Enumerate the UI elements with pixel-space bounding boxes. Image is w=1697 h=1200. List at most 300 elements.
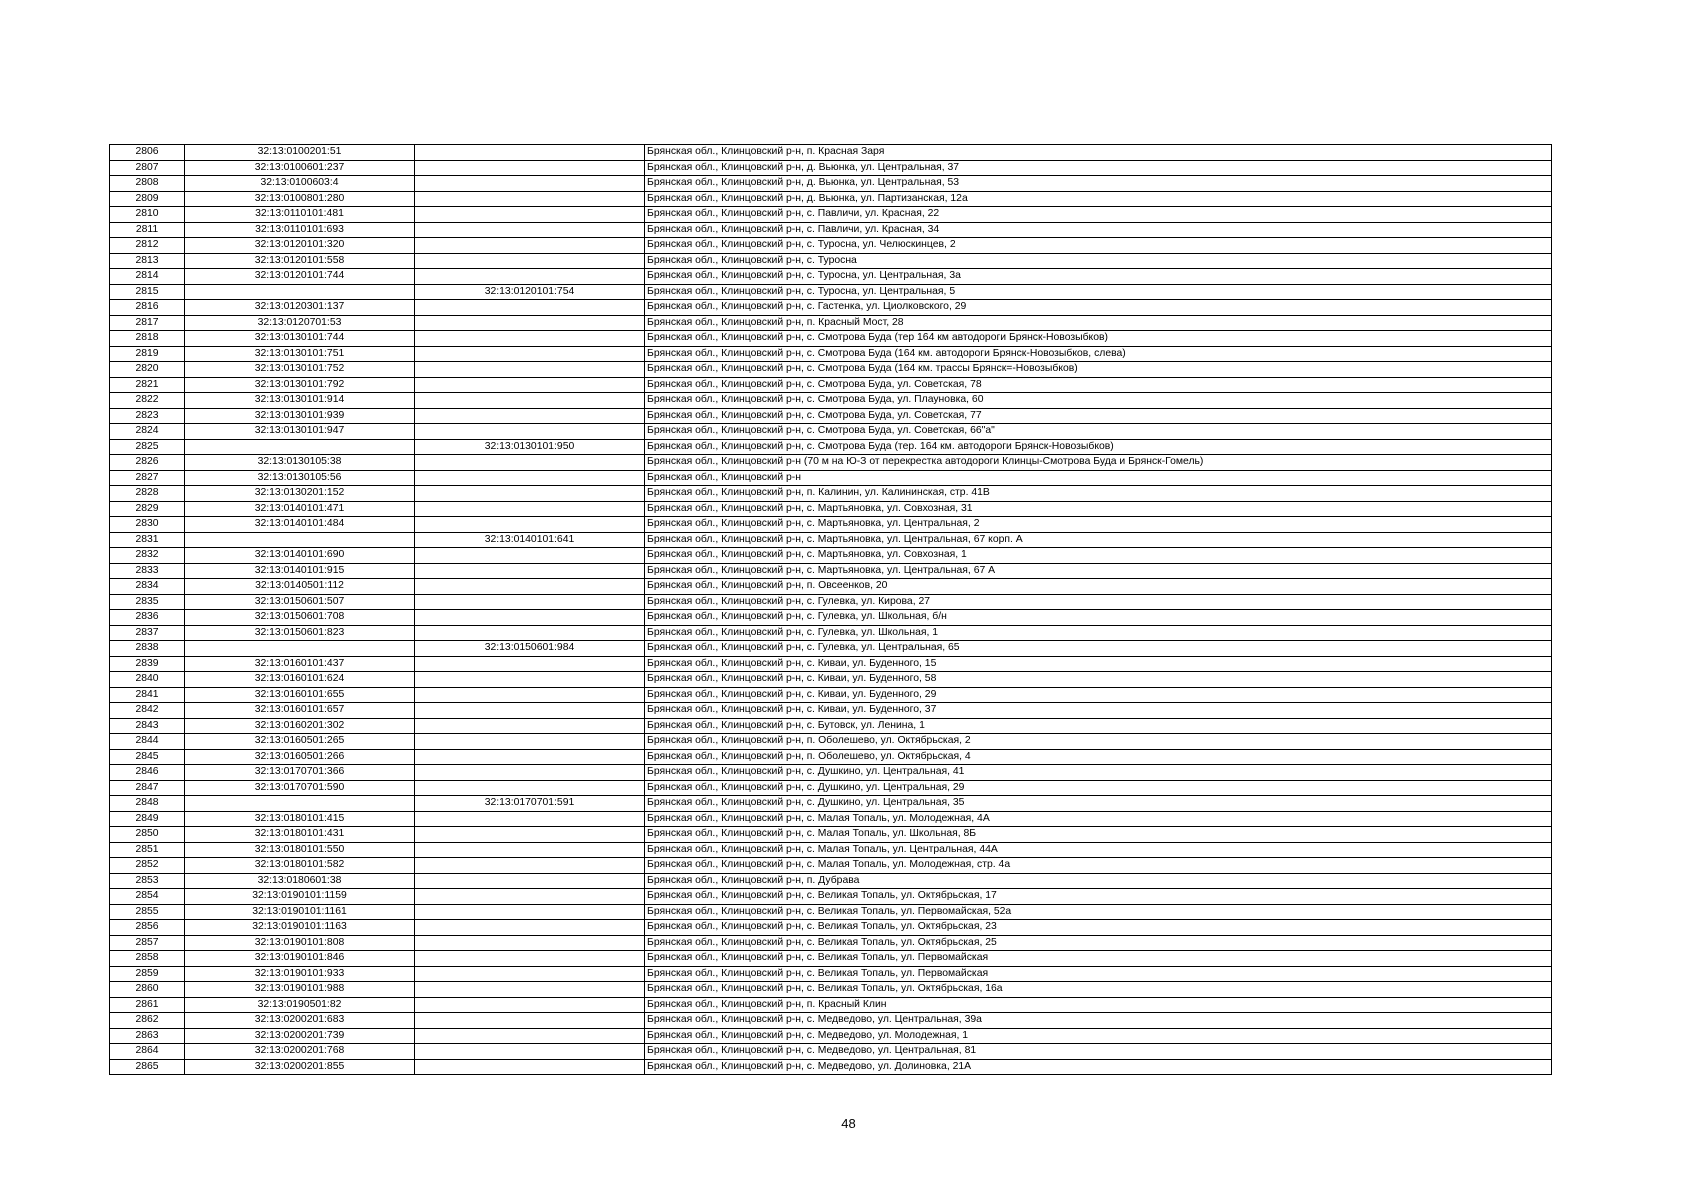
table-row [110,656,1552,672]
cadastral-number-secondary [415,315,645,331]
cadastral-number: 32:13:0200201:683 [185,1013,415,1029]
cadastral-number: 32:13:0130101:947 [185,424,415,440]
table-row [110,796,1552,812]
table-row [110,300,1552,316]
address: Брянская обл., Клинцовский р-н, с. Гулевка, ул. Центральная, 65 [645,641,1552,657]
cadastral-number: 32:13:0130101:914 [185,393,415,409]
address: Брянская обл., Клинцовский р-н, с. Смотрова Буда (164 км. трассы Брянск=-Новозыбков) [645,362,1552,378]
cadastral-number: 32:13:0110101:481 [185,207,415,223]
row-number: 2819 [110,346,185,362]
address: Брянская обл., Клинцовский р-н, с. Туросна, ул. Центральная, 5 [645,284,1552,300]
cadastral-number-secondary [415,300,645,316]
table-row [110,734,1552,750]
cadastral-number-secondary [415,811,645,827]
cadastral-number [185,284,415,300]
row-number: 2842 [110,703,185,719]
address: Брянская обл., Клинцовский р-н, п. Оболешево, ул. Октябрьская, 2 [645,734,1552,750]
row-number: 2840 [110,672,185,688]
row-number: 2864 [110,1044,185,1060]
row-number: 2861 [110,997,185,1013]
cadastral-number-secondary [415,997,645,1013]
row-number: 2824 [110,424,185,440]
cadastral-number-secondary [415,362,645,378]
row-number: 2831 [110,532,185,548]
table-row [110,1028,1552,1044]
address: Брянская обл., Клинцовский р-н, с. Великая Топаль, ул. Первомайская [645,951,1552,967]
cadastral-number-secondary [415,253,645,269]
table-row [110,951,1552,967]
cadastral-number-secondary [415,455,645,471]
row-number: 2825 [110,439,185,455]
table-row [110,424,1552,440]
address: Брянская обл., Клинцовский р-н, с. Медведово, ул. Молодежная, 1 [645,1028,1552,1044]
table-row [110,439,1552,455]
row-number: 2834 [110,579,185,595]
cadastral-number-secondary [415,269,645,285]
cadastral-number-secondary [415,842,645,858]
address: Брянская обл., Клинцовский р-н, с. Медведово, ул. Долиновка, 21А [645,1059,1552,1075]
row-number: 2859 [110,966,185,982]
row-number: 2820 [110,362,185,378]
cadastral-number: 32:13:0120701:53 [185,315,415,331]
cadastral-number-secondary [415,703,645,719]
cadastral-number: 32:13:0160101:657 [185,703,415,719]
cadastral-number: 32:13:0160501:266 [185,749,415,765]
property-registry-table [109,144,1552,1075]
row-number: 2830 [110,517,185,533]
cadastral-number-secondary [415,238,645,254]
table-row [110,346,1552,362]
table-row [110,811,1552,827]
row-number: 2836 [110,610,185,626]
table-row [110,548,1552,564]
row-number: 2814 [110,269,185,285]
cadastral-number-secondary [415,331,645,347]
table-row [110,982,1552,998]
cadastral-number-secondary [415,517,645,533]
cadastral-number: 32:13:0190101:1161 [185,904,415,920]
table-row [110,889,1552,905]
address: Брянская обл., Клинцовский р-н, с. Великая Топаль, ул. Первомайская [645,966,1552,982]
cadastral-number: 32:13:0190501:82 [185,997,415,1013]
cadastral-number: 32:13:0120301:137 [185,300,415,316]
cadastral-number: 32:13:0180101:550 [185,842,415,858]
table-row [110,331,1552,347]
row-number: 2810 [110,207,185,223]
address: Брянская обл., Клинцовский р-н, с. Киваи, ул. Буденного, 58 [645,672,1552,688]
cadastral-number [185,796,415,812]
address: Брянская обл., Клинцовский р-н, с. Смотрова Буда (тер 164 км автодороги Брянск-Новозыбков) [645,331,1552,347]
cadastral-number-secondary [415,966,645,982]
cadastral-number-secondary [415,222,645,238]
page-number: 48 [841,1116,856,1131]
address: Брянская обл., Клинцовский р-н, с. Туросна, ул. Центральная, 3а [645,269,1552,285]
address: Брянская обл., Клинцовский р-н, п. Дубрава [645,873,1552,889]
cadastral-number: 32:13:0180601:38 [185,873,415,889]
table-row [110,997,1552,1013]
table-row [110,253,1552,269]
row-number: 2854 [110,889,185,905]
address: Брянская обл., Клинцовский р-н, с. Смотрова Буда, ул. Советская, 78 [645,377,1552,393]
address: Брянская обл., Клинцовский р-н, с. Душкино, ул. Центральная, 35 [645,796,1552,812]
address: Брянская обл., Клинцовский р-н, с. Мартьяновка, ул. Центральная, 67 корп. А [645,532,1552,548]
cadastral-number-secondary [415,408,645,424]
cadastral-number [185,439,415,455]
cadastral-number: 32:13:0150601:708 [185,610,415,626]
table-row [110,269,1552,285]
cadastral-number: 32:13:0180101:582 [185,858,415,874]
row-number: 2833 [110,563,185,579]
table-row [110,563,1552,579]
address: Брянская обл., Клинцовский р-н, с. Павличи, ул. Красная, 34 [645,222,1552,238]
cadastral-number-secondary [415,734,645,750]
row-number: 2839 [110,656,185,672]
table-row [110,408,1552,424]
row-number: 2862 [110,1013,185,1029]
cadastral-number: 32:13:0160101:655 [185,687,415,703]
cadastral-number: 32:13:0120101:320 [185,238,415,254]
address: Брянская обл., Клинцовский р-н, с. Душкино, ул. Центральная, 41 [645,765,1552,781]
cadastral-number-secondary [415,160,645,176]
row-number: 2863 [110,1028,185,1044]
cadastral-number: 32:13:0140101:471 [185,501,415,517]
cadastral-number-secondary [415,1044,645,1060]
cadastral-number: 32:13:0140501:112 [185,579,415,595]
row-number: 2853 [110,873,185,889]
cadastral-number: 32:13:0190101:933 [185,966,415,982]
cadastral-number-secondary [415,393,645,409]
row-number: 2828 [110,486,185,502]
address: Брянская обл., Клинцовский р-н, с. Смотрова Буда, ул. Плауновка, 60 [645,393,1552,409]
cadastral-number: 32:13:0100801:280 [185,191,415,207]
address: Брянская обл., Клинцовский р-н, с. Смотрова Буда (164 км. автодороги Брянск-Новозыбков, слева) [645,346,1552,362]
cadastral-number-secondary [415,873,645,889]
row-number: 2857 [110,935,185,951]
cadastral-number: 32:13:0200201:739 [185,1028,415,1044]
cadastral-number: 32:13:0180101:431 [185,827,415,843]
table-row [110,718,1552,734]
address: Брянская обл., Клинцовский р-н, с. Великая Топаль, ул. Октябрьская, 17 [645,889,1552,905]
address: Брянская обл., Клинцовский р-н, с. Гулевка, ул. Школьная, б/н [645,610,1552,626]
cadastral-number-secondary [415,191,645,207]
cadastral-number-secondary [415,858,645,874]
cadastral-number-secondary [415,827,645,843]
row-number: 2812 [110,238,185,254]
table-row [110,610,1552,626]
cadastral-number-secondary [415,501,645,517]
table-row [110,920,1552,936]
row-number: 2838 [110,641,185,657]
cadastral-number-secondary [415,1028,645,1044]
row-number: 2855 [110,904,185,920]
cadastral-number: 32:13:0130101:792 [185,377,415,393]
table-row [110,873,1552,889]
address: Брянская обл., Клинцовский р-н, с. Гастенка, ул. Циолковского, 29 [645,300,1552,316]
cadastral-number-secondary [415,889,645,905]
address: Брянская обл., Клинцовский р-н, п. Калинин, ул. Калининская, стр. 41В [645,486,1552,502]
address: Брянская обл., Клинцовский р-н, с. Малая Топаль, ул. Молодежная, 4А [645,811,1552,827]
cadastral-number-secondary [415,470,645,486]
cadastral-number: 32:13:0160101:437 [185,656,415,672]
cadastral-number-secondary [415,687,645,703]
table-row [110,672,1552,688]
row-number: 2826 [110,455,185,471]
table-row [110,362,1552,378]
cadastral-number-secondary: 32:13:0140101:641 [415,532,645,548]
address: Брянская обл., Клинцовский р-н, с. Малая Топаль, ул. Школьная, 8Б [645,827,1552,843]
cadastral-number: 32:13:0150601:823 [185,625,415,641]
row-number: 2807 [110,160,185,176]
table-row [110,486,1552,502]
row-number: 2865 [110,1059,185,1075]
address: Брянская обл., Клинцовский р-н, с. Туросна [645,253,1552,269]
row-number: 2811 [110,222,185,238]
address: Брянская обл., Клинцовский р-н, с. Туросна, ул. Челюскинцев, 2 [645,238,1552,254]
row-number: 2860 [110,982,185,998]
table-row [110,315,1552,331]
table-row [110,501,1552,517]
cadastral-number: 32:13:0130101:939 [185,408,415,424]
address: Брянская обл., Клинцовский р-н, с. Киваи, ул. Буденного, 15 [645,656,1552,672]
address: Брянская обл., Клинцовский р-н, с. Гулевка, ул. Школьная, 1 [645,625,1552,641]
cadastral-number-secondary: 32:13:0130101:950 [415,439,645,455]
cadastral-number-secondary [415,610,645,626]
row-number: 2818 [110,331,185,347]
address: Брянская обл., Клинцовский р-н (70 м на Ю-З от перекрестка автодороги Клинцы-Смотрова Буда и Брянск-Гомель) [645,455,1552,471]
cadastral-number-secondary [415,563,645,579]
row-number: 2817 [110,315,185,331]
table-row [110,935,1552,951]
address: Брянская обл., Клинцовский р-н, с. Киваи, ул. Буденного, 29 [645,687,1552,703]
cadastral-number-secondary [415,982,645,998]
table-row [110,687,1552,703]
cadastral-number-secondary [415,176,645,192]
row-number: 2856 [110,920,185,936]
table-row [110,284,1552,300]
row-number: 2841 [110,687,185,703]
address: Брянская обл., Клинцовский р-н [645,470,1552,486]
row-number: 2847 [110,780,185,796]
table-row [110,532,1552,548]
address: Брянская обл., Клинцовский р-н, с. Медведово, ул. Центральная, 81 [645,1044,1552,1060]
cadastral-number: 32:13:0100201:51 [185,145,415,161]
cadastral-number-secondary [415,1013,645,1029]
cadastral-number-secondary [415,486,645,502]
cadastral-number-secondary: 32:13:0120101:754 [415,284,645,300]
table-row [110,749,1552,765]
cadastral-number: 32:13:0140101:915 [185,563,415,579]
row-number: 2816 [110,300,185,316]
address: Брянская обл., Клинцовский р-н, п. Красная Заря [645,145,1552,161]
cadastral-number: 32:13:0190101:1159 [185,889,415,905]
table-row [110,625,1552,641]
cadastral-number: 32:13:0200201:855 [185,1059,415,1075]
cadastral-number-secondary [415,718,645,734]
cadastral-number-secondary [415,346,645,362]
row-number: 2844 [110,734,185,750]
address: Брянская обл., Клинцовский р-н, с. Малая Топаль, ул. Центральная, 44А [645,842,1552,858]
cadastral-number-secondary [415,1059,645,1075]
row-number: 2835 [110,594,185,610]
address: Брянская обл., Клинцовский р-н, с. Мартьяновка, ул. Центральная, 2 [645,517,1552,533]
table-row [110,160,1552,176]
cadastral-number-secondary [415,765,645,781]
table-row [110,904,1552,920]
address: Брянская обл., Клинцовский р-н, п. Красный Клин [645,997,1552,1013]
row-number: 2850 [110,827,185,843]
row-number: 2849 [110,811,185,827]
address: Брянская обл., Клинцовский р-н, с. Медведово, ул. Центральная, 39а [645,1013,1552,1029]
cadastral-number-secondary: 32:13:0170701:591 [415,796,645,812]
cadastral-number-secondary [415,920,645,936]
address: Брянская обл., Клинцовский р-н, с. Малая Топаль, ул. Молодежная, стр. 4а [645,858,1552,874]
table-row [110,222,1552,238]
address: Брянская обл., Клинцовский р-н, д. Вьюнка, ул. Партизанская, 12а [645,191,1552,207]
table-row [110,1059,1552,1075]
row-number: 2823 [110,408,185,424]
cadastral-number: 32:13:0150601:507 [185,594,415,610]
address: Брянская обл., Клинцовский р-н, с. Смотрова Буда, ул. Советская, 77 [645,408,1552,424]
address: Брянская обл., Клинцовский р-н, с. Киваи, ул. Буденного, 37 [645,703,1552,719]
table-row [110,176,1552,192]
cadastral-number: 32:13:0190101:1163 [185,920,415,936]
row-number: 2829 [110,501,185,517]
table-row [110,780,1552,796]
address: Брянская обл., Клинцовский р-н, с. Душкино, ул. Центральная, 29 [645,780,1552,796]
table-row [110,191,1552,207]
address: Брянская обл., Клинцовский р-н, с. Гулевка, ул. Кирова, 27 [645,594,1552,610]
cadastral-number-secondary [415,145,645,161]
address: Брянская обл., Клинцовский р-н, с. Бутовск, ул. Ленина, 1 [645,718,1552,734]
table-row [110,455,1552,471]
address: Брянская обл., Клинцовский р-н, с. Великая Топаль, ул. Первомайская, 52а [645,904,1552,920]
cadastral-number: 32:13:0130105:38 [185,455,415,471]
cadastral-number [185,641,415,657]
row-number: 2806 [110,145,185,161]
row-number: 2815 [110,284,185,300]
row-number: 2822 [110,393,185,409]
cadastral-number-secondary [415,207,645,223]
cadastral-number-secondary [415,935,645,951]
cadastral-number-secondary [415,424,645,440]
row-number: 2845 [110,749,185,765]
table-row [110,470,1552,486]
cadastral-number: 32:13:0190101:846 [185,951,415,967]
cadastral-number-secondary [415,951,645,967]
row-number: 2846 [110,765,185,781]
cadastral-number: 32:13:0120101:558 [185,253,415,269]
table-row [110,641,1552,657]
address: Брянская обл., Клинцовский р-н, с. Смотрова Буда (тер. 164 км. автодороги Брянск-Новозыбков) [645,439,1552,455]
table-row [110,594,1552,610]
address: Брянская обл., Клинцовский р-н, д. Вьюнка, ул. Центральная, 37 [645,160,1552,176]
address: Брянская обл., Клинцовский р-н, с. Мартьяновка, ул. Совхозная, 31 [645,501,1552,517]
address: Брянская обл., Клинцовский р-н, с. Мартьяновка, ул. Центральная, 67 А [645,563,1552,579]
row-number: 2843 [110,718,185,734]
table-row [110,703,1552,719]
cadastral-number-secondary [415,904,645,920]
table-row [110,393,1552,409]
cadastral-number: 32:13:0160201:302 [185,718,415,734]
cadastral-number-secondary [415,548,645,564]
table-row [110,858,1552,874]
address: Брянская обл., Клинцовский р-н, п. Красный Мост, 28 [645,315,1552,331]
cadastral-number: 32:13:0180101:415 [185,811,415,827]
cadastral-number: 32:13:0140101:690 [185,548,415,564]
cadastral-number: 32:13:0160101:624 [185,672,415,688]
row-number: 2808 [110,176,185,192]
cadastral-number: 32:13:0170701:590 [185,780,415,796]
table-row [110,207,1552,223]
table-body [110,145,1552,1075]
table-row [110,842,1552,858]
cadastral-number-secondary [415,625,645,641]
address: Брянская обл., Клинцовский р-н, с. Мартьяновка, ул. Совхозная, 1 [645,548,1552,564]
cadastral-number: 32:13:0130105:56 [185,470,415,486]
cadastral-number: 32:13:0100603:4 [185,176,415,192]
cadastral-number: 32:13:0130101:752 [185,362,415,378]
cadastral-number-secondary [415,780,645,796]
address: Брянская обл., Клинцовский р-н, с. Смотрова Буда, ул. Советская, 66"а" [645,424,1552,440]
cadastral-number-secondary [415,749,645,765]
address: Брянская обл., Клинцовский р-н, с. Великая Топаль, ул. Октябрьская, 16а [645,982,1552,998]
row-number: 2851 [110,842,185,858]
table-row [110,1013,1552,1029]
cadastral-number: 32:13:0100601:237 [185,160,415,176]
table-row [110,517,1552,533]
cadastral-number-secondary: 32:13:0150601:984 [415,641,645,657]
table-row [110,765,1552,781]
cadastral-number: 32:13:0160501:265 [185,734,415,750]
row-number: 2809 [110,191,185,207]
row-number: 2832 [110,548,185,564]
address: Брянская обл., Клинцовский р-н, с. Павличи, ул. Красная, 22 [645,207,1552,223]
address: Брянская обл., Клинцовский р-н, п. Оболешево, ул. Октябрьская, 4 [645,749,1552,765]
address: Брянская обл., Клинцовский р-н, с. Великая Топаль, ул. Октябрьская, 25 [645,935,1552,951]
table-row [110,1044,1552,1060]
table-row [110,238,1552,254]
cadastral-number: 32:13:0170701:366 [185,765,415,781]
cadastral-number: 32:13:0130201:152 [185,486,415,502]
cadastral-number: 32:13:0110101:693 [185,222,415,238]
table-row [110,966,1552,982]
cadastral-number: 32:13:0200201:768 [185,1044,415,1060]
cadastral-number-secondary [415,672,645,688]
cadastral-number: 32:13:0140101:484 [185,517,415,533]
cadastral-number-secondary [415,594,645,610]
row-number: 2837 [110,625,185,641]
address: Брянская обл., Клинцовский р-н, п. Овсеенков, 20 [645,579,1552,595]
row-number: 2813 [110,253,185,269]
cadastral-number-secondary [415,377,645,393]
row-number: 2848 [110,796,185,812]
cadastral-number: 32:13:0130101:744 [185,331,415,347]
address: Брянская обл., Клинцовский р-н, д. Вьюнка, ул. Центральная, 53 [645,176,1552,192]
row-number: 2858 [110,951,185,967]
cadastral-number: 32:13:0130101:751 [185,346,415,362]
cadastral-number [185,532,415,548]
cadastral-number: 32:13:0120101:744 [185,269,415,285]
cadastral-number-secondary [415,579,645,595]
row-number: 2852 [110,858,185,874]
table-row [110,579,1552,595]
row-number: 2827 [110,470,185,486]
cadastral-number: 32:13:0190101:988 [185,982,415,998]
table-row [110,145,1552,161]
row-number: 2821 [110,377,185,393]
cadastral-number-secondary [415,656,645,672]
address: Брянская обл., Клинцовский р-н, с. Великая Топаль, ул. Октябрьская, 23 [645,920,1552,936]
